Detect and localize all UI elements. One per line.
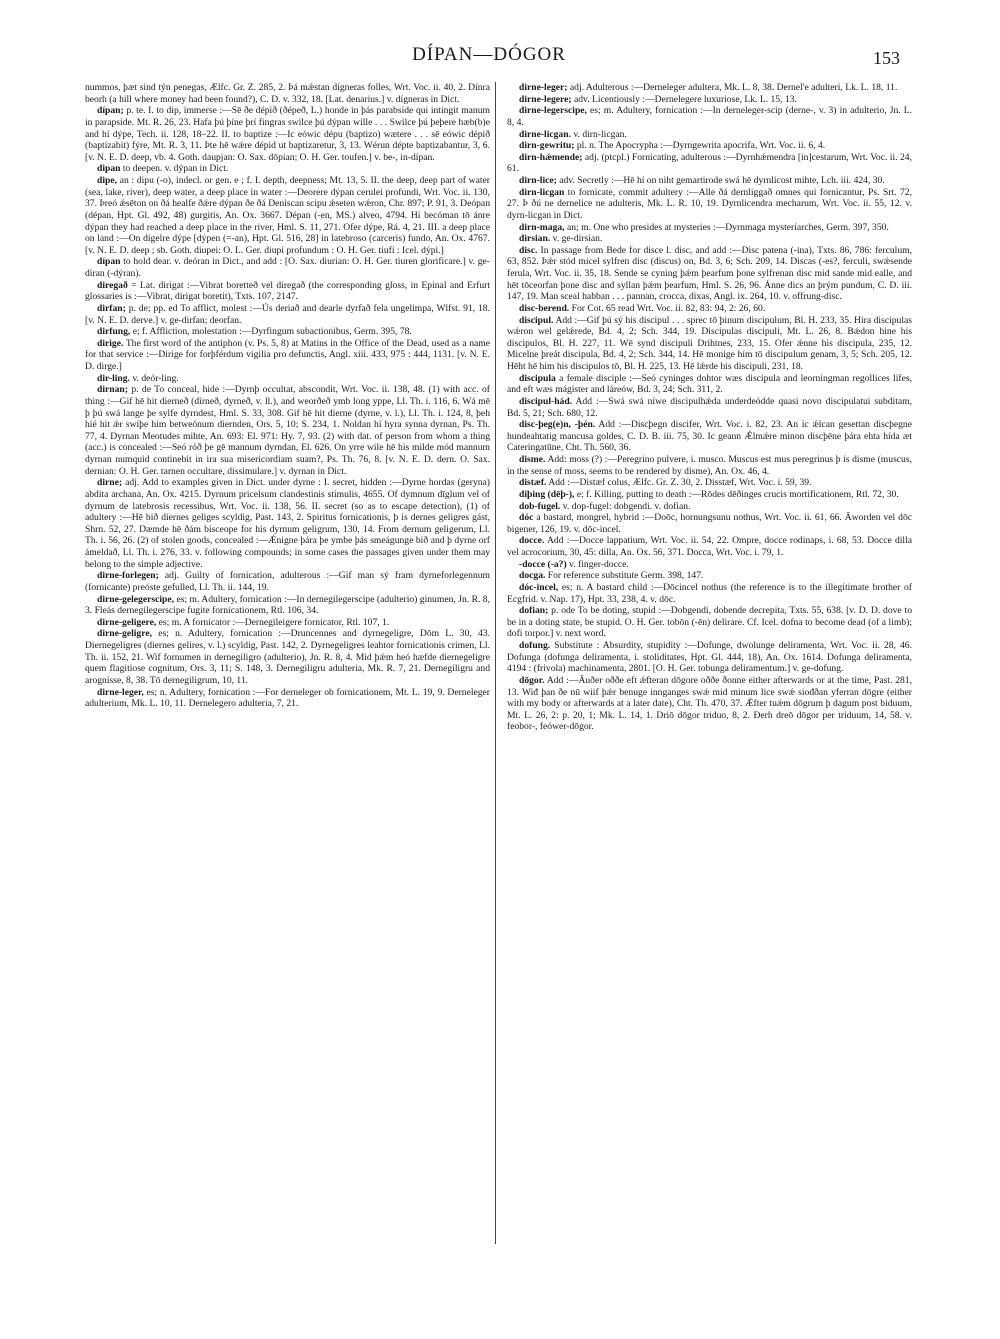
entry-text: es; m. Adultery, fornication :—In dernegilegerscipe (adulterio) ginumen, Jn. R. 8, 3. Fleás dernegilegerscipe fugite fornicationem, Rtl. 106, 34. xyxy=(85,593,490,617)
entry-headword: dipe, xyxy=(97,175,117,186)
entry-headword: dōgor. xyxy=(519,674,545,686)
entry-text: e; f. Affliction, molestation :—Dyrfingum subactionibus, Germ. 395, 78. xyxy=(132,326,412,338)
dictionary-entry xyxy=(507,129,912,141)
dictionary-entry xyxy=(507,535,912,558)
entry-text: a bastard, mongrel, hybrid :—Doōc, hornungsunu nothus, Wrt. Voc. ii. 61, 66. Āworden vel dōc bigener, 126, 19. v. dōc-incel. xyxy=(507,512,912,535)
dictionary-entry xyxy=(507,640,912,675)
entry-headword: disme. xyxy=(519,454,546,465)
dictionary-entry xyxy=(85,477,490,570)
entry-text: v. dirn-licgan. xyxy=(573,128,627,140)
entry-headword: dirne-leger; xyxy=(519,82,568,93)
dictionary-entry xyxy=(507,373,912,396)
entry-headword: dirsian. xyxy=(519,233,551,245)
entry-text: es; n. Adultery, fornication :—For derneleger ob fornicationem, Mt. L. 19, 9. Derneleger adulterium, Mk. L. 10, 11. Dernelegero adulteria, 7, 21. xyxy=(85,686,490,710)
dictionary-entry xyxy=(507,233,912,245)
dictionary-entry xyxy=(507,477,912,489)
entry-text: adv. Secretly :—Hē hí on niht gemartirode swá hē dyrnlícost mihte, Lch. iii. 424, 30. xyxy=(559,175,885,186)
entry-text: adj. Add to examples given in Dict. under dyrne : I. secret, hidden :—Dyrne hordas (geryna) abdita archana, An. Ox. 4215. Dyrnum pricelsum clandestinis stimulis, 4655. Of dymnum dīglum vel of dyrnum de latebrosis recessibus, Wrt. Voc. ii. 138, 56. II. secret (so as to escape detection), (1) of adultery :—Hē bið diernes geliges scyldig, Past. 143, 2. Spiritus fornicationis, þ is dernes geligres gást, Shrn. 52, 27. Dæmde hē ðám bisceope for his dyrnum geligrum, 130, 14. From dernum geligerum, Ll. Th. i. 56, 26. (2) of stolen goods, concealed :—Ǽnigne þára þe ymbe þás smeágunge bið and þ dyrne orf ámeldað, Ll. Th. i. 276, 33. v. following compounds; in some cases the passages given under them may belong to the simple adjective. xyxy=(85,477,490,570)
dictionary-entry xyxy=(85,687,490,710)
dictionary-entry xyxy=(507,419,912,454)
dictionary-entry xyxy=(85,570,490,593)
entry-headword: dípan; xyxy=(97,105,124,117)
dictionary-entry xyxy=(507,82,912,94)
dictionary-entry xyxy=(507,303,912,315)
entry-headword: dirn-licgan xyxy=(519,186,565,198)
entry-headword: dirn-maga, xyxy=(519,221,565,233)
entry-text: Add :—Discþegn discifer, Wrt. Voc. i. 82, 23. An ic ǽlcan gesettan discþegne hundeahtatig mancusa goldes, C. D. B. iii. 75, 30. Ic geann Ǽlmǽre minon discþēne þára ehta hída æt Cateringatūne, Cht. Th. 560, 36. xyxy=(507,419,912,454)
entry-text: For reference substitute Germ. 398, 147. xyxy=(547,570,704,582)
dictionary-entry xyxy=(507,105,912,128)
entry-text: to hold dear. v. deóran in Dict., and add : [O. Sax. diurian: O. H. Ger. tiuren glorificare.] v. ge-díran (-dýran). xyxy=(85,256,490,279)
entry-text: Add :—Docce lappatium, Wrt. Voc. ii. 54, 22. Ompre, docce rodinaps, i. 68, 53. Docce dilla vel acrocorium, 30, 45: dilla, An. Ox. 56, 371. Docca, Wrt. Voc. i. 79, 1. xyxy=(507,535,912,558)
entry-text: For Cot. 65 read Wrt. Voc. ii. 82, 83: 94, 2: 26, 60. xyxy=(571,302,766,314)
dictionary-entry xyxy=(507,501,912,513)
entry-headword: dofung. xyxy=(519,640,551,651)
dictionary-entry xyxy=(507,570,912,582)
entry-headword: disc-berend. xyxy=(519,302,570,314)
page-header xyxy=(78,44,900,74)
dictionary-entry xyxy=(507,454,912,477)
entry-text: The first word of the antiphon (v. Ps. 5, 8) at Matins in the Office of the Dead, used as a name for that service :—Dirige for forþférdum vigilia pro defunctis, Angl. xiii. 433, 975 : 444, 1131. [v. N. E. D. dirge.] xyxy=(85,337,490,372)
entry-headword: docga. xyxy=(519,570,546,582)
entry-headword: dirne-legere; xyxy=(519,93,572,105)
entry-text: Add :—Āuðer oððe eft ǽfteran dōgore oððe ðonne either afterwards or at the time, Past. 281, 13. Wiđ þan ðe nū wiif þǽr benuge innganges swǽ mid minum lice swǽ siođðan yferran dōgre (either with my body or afterwards at a later date), Cht. Th. 470, 37. Ǽfter tuǽm dōgrum þ dagum post biduum, Mt. L. 26, 2: p. 20, 1; Mk. L. 14, 1. Driō dōgor triduo, 8, 2. Đerh dreō dōgor per triduum, 14, 58. v. feobor-, feówer-dōgor. xyxy=(507,674,912,733)
dictionary-entry xyxy=(507,582,912,605)
entry-text: es; m. Adultery, fornication :—In derneleger-scip (derne-, v. 3) in adulterio, Jn. L. 8, 4. xyxy=(507,105,912,128)
entry-text: adj. (ptcpl.) Fornicating, adulterous :—Dyrnhǽmendra [in]cestarum, Wrt. Voc. ii. 24, 61. xyxy=(507,151,912,175)
dictionary-entry xyxy=(85,256,490,279)
dictionary-entry xyxy=(507,152,912,175)
entry-text: v. finger-docce. xyxy=(569,558,629,570)
entry-text: p. te. I. to dip, immerse :—Sē ðe dépið (ðépeð, L.) honde in þás parabside qui intingit manum in parapside. Mt. R. 26, 23. Hafa þú þíne þrí fingras swilce þú dýpan wille . . . Swilce þú þeþere hæb(b)e and hí dýpe, Tech. ii. 128, 18–22. II. to baptize :—Ic eówic dépu (baptizo) wætere . . . sē eówic dépið (baptizabit) fýre, Mt. R. 3, 11. Þte hē wǽre dépid ut baptizaretur, 3, 13. Wérun dépte baptizabantur, 3, 6. [v. N. E. D. deep, vb. 4. Goth. daupjan: O. Sax. dōpian; O. H. Ger. toufen.] v. be-, in-dípan. xyxy=(85,105,490,163)
entry-headword: dípan xyxy=(97,256,121,268)
entry-text: pl. n. The Apocrypha :—Dyrngewrita apocrifa, Wrt. Voc. ii. 6, 4. xyxy=(576,140,826,152)
entry-text: adv. Licentiously :—Dernelegere luxuriose, Lk. L. 15, 13. xyxy=(573,93,797,105)
dictionary-entry xyxy=(85,163,490,175)
entry-headword: dóc xyxy=(519,512,534,524)
entry-headword: dirne-geligere, xyxy=(97,616,157,628)
dictionary-entry xyxy=(85,303,490,326)
entry-headword: dirn-gewritu; xyxy=(519,140,575,152)
dictionary-entry xyxy=(507,396,912,419)
dictionary-entry xyxy=(85,384,490,477)
entry-text: to deepen. v. dýpan in Dict. xyxy=(122,163,229,175)
entry-headword: discipula xyxy=(519,372,556,384)
entry-text: v. ge-dírsian. xyxy=(552,233,603,245)
entry-headword: discipul-hád. xyxy=(519,395,573,407)
entry-headword: dirnan; xyxy=(97,384,128,396)
entry-headword: dóc-incel, xyxy=(519,581,559,593)
dictionary-entry xyxy=(507,175,912,187)
entry-headword: dirne-licgan. xyxy=(519,128,571,140)
dictionary-entry xyxy=(85,82,490,105)
entry-headword: dirige. xyxy=(97,337,124,349)
page-number: 153 xyxy=(873,48,900,68)
entry-text: In passage from Bede for disce l. disc, and add :—Disc patena (-ina), Txts. 86, 786: ferculum, 63, 852. Þǽr stód micel sylfren disc (discus) on, Bd. 3, 6; Sch. 209, 14. Discas (-es?, ferculi, swǽsende ferula, Wrt. Voc. ii. 35, 18. Sende se cyning þǽm þearfum þone sylfrenan disc mid sande mid ealle, and hēt tōceorfan þone disc and syllan þǽm þearfum, Hml. S. 26, 96. Ánne dics an þrým pundum, C. D. iii. 147, 19. Man sceal habban . . . pannan, crocca, dixas, Angl. ix. 264, 10. v. offrung-disc. xyxy=(507,244,912,303)
dictionary-entry xyxy=(85,326,490,338)
dictionary-entry xyxy=(85,628,490,686)
entry-headword: dirne-legerscipe, xyxy=(519,105,587,117)
dictionary-entry xyxy=(85,280,490,303)
dictionary-entry xyxy=(507,512,912,535)
dictionary-entry xyxy=(507,187,912,222)
entry-headword: dirfung, xyxy=(97,326,131,338)
dictionary-entry xyxy=(507,222,912,234)
entry-text: an : dipu (-o), indecl. or gen. e ; f. I. depth, deepness; Mt. 13, 5. II. the deep, deep part of water (sea, lake, river), deep water, a deep place in water :—Deorere dýpan cerulei profundi, Wrt. Voc. ii. 130, 37. Þreó ǽsēton on ðá healfe ðǽre dýpan ðe ðá Deniscan scipu ǽseten wǽron, Chr. 897; P. 91, 3. Deópan (dépan, Hpt. Gl. 492, 48) gurgitis, An. Ox. 3667. Dépan (-en, MS.) alveo, 4794. Hí becóman tō ánre dýpan they had reached a deep place in the river, Hml. S. 11, 271. Ofer dýpe, Rá. 4, 21. III. a deep place on land :—On digelre dýpe [dýpen (=-an), Hpt. Gl. 516, 28] in latebroso (carceris) fundo, An. Ox. 4767. [v. N. E. D. deep ; sb. Goth. diupei: O. L. Ger. diupí profundum : O. H. Ger. tiufí : Icel. dýpi.] xyxy=(85,175,490,256)
dictionary-entry xyxy=(507,94,912,106)
dictionary-entry xyxy=(507,245,912,303)
entry-headword: diregað xyxy=(97,279,128,291)
column-divider xyxy=(495,82,496,1244)
entry-text: es; m. A fornicator :—Dernegileigere fornicator, Rtl. 107, 1. xyxy=(158,616,390,628)
dictionary-entry xyxy=(85,617,490,629)
entry-headword: dir-ling. xyxy=(97,372,130,384)
dictionary-entry xyxy=(507,489,912,501)
entry-headword: diþing (dēþ-), xyxy=(519,488,575,500)
entry-text: a female disciple :—Seó cyninges dohtor wæs discipula and leorningman regollices lifes, and eft wæs mágister and láreów, Bd. 3, 24; Sch. 311, 2. xyxy=(507,372,912,396)
entry-text: nummos, þæt sind týn penegas, Ælfc. Gr. Z. 285, 2. Þá mǽstan dígneras folles, Wrt. Voc. ii. 40, 2. Dínra beorh (a hill where money had been found?), C. D. v. 332, 18. [Lat. denarius.] v. dígneras in Dict. xyxy=(85,82,490,105)
entry-text: adj. Adulterous :—Derneleger adultera, Mk. L. 8, 38. Dernel'e adulteri, Lk. L. 18, 11. xyxy=(569,82,898,93)
entry-text: p. de; pp. ed To afflict, molest :—Ús deriað and dearle dyrfað fela ungelimpa, Wlfst. 91, 18. [v. N. E. D. derve.] v. ge-dirfan; deorfan. xyxy=(85,302,490,326)
dictionary-entry xyxy=(507,315,912,373)
right-column xyxy=(507,82,912,1252)
entry-text: Add: moss (?) :—Peregrino pulvere, i. musco. Muscus est mus peregrinus þ is disme (muscus, in the sense of moss, seems to be rendered by disme), An. Ox. 46, 4. xyxy=(507,454,912,477)
left-column xyxy=(85,82,490,1252)
entry-text: Add :—Distæf colus, Ælfc. Gr. Z. 30, 2. Disstæf, Wrt. Voc. i. 59, 39. xyxy=(548,477,812,489)
entry-headword: dofian; xyxy=(519,605,549,617)
dictionary-entry xyxy=(507,559,912,571)
entry-text: Add :—Swá swá níwe discipulhǽda underdeódde quasi novo discipulatui subditam, Bd. 5, 21; Sch. 680, 12. xyxy=(507,395,912,419)
entry-text: e; f. Killing, putting to death :—Rōdes dēðinges crucis mortificationem, Rtl. 72, 30. xyxy=(576,488,899,500)
dictionary-entry xyxy=(507,675,912,733)
entry-text: v. dop-fugel: dobgendi. v. dofian. xyxy=(562,500,691,512)
entry-text: an; m. One who presides at mysteries :—Dyrnmaga mysteriarches, Germ. 397, 350. xyxy=(566,221,889,233)
entry-text: es; n. Adultery, fornication :—Druncennes and dyrnegeligre, Dōm L. 30, 43. Diernegeligres (diernes gelires, v. l.) scyldig, Past. 142, 2. Dyrnegeligres leahtor fornicationis crimen, Ll. Th. ii. 152, 21. Wif fornumen in dernegiligro (adulterio), Jn. R. 8, 4. Mid þǽm heó hæfde diernegeligre quem flagitiose cognitum, Ors. 3, 11; S. 148, 3. Dernegiligru adulteria, Mk. R. 7, 21. Dernegiligru and arognisse, 8, 38. Tō dernegiligrum, 10, 11. xyxy=(85,628,490,686)
dictionary-entry xyxy=(85,105,490,163)
entry-headword: dirn-hǽmende; xyxy=(519,151,583,163)
entry-headword: dirne; xyxy=(97,477,123,489)
entry-headword: dirne-leger, xyxy=(97,686,144,698)
entry-headword: dirne-geligre, xyxy=(97,628,152,640)
running-title: DÍPAN—DÓGOR xyxy=(412,44,566,65)
dictionary-entry xyxy=(85,373,490,385)
entry-headword: discipul. xyxy=(519,314,554,326)
entry-text: Add :—Gif þú sý his discipul . . . sprec tō þinum discipulum, Bl. H. 233, 35. Hira discipulas wǽron wel gelǽrede, Bd. 4, 2; Sch. 344, 19. Discipulas discipuli, Mt. L. 26, 8. Bǽdon hine his discipulos, Bl. H. 227, 11. Wē synd discipuli Drihtnes, 233, 15. Ofer ǽnne his discipula, 235, 12. Micelne þreát discipula, Bd. 4, 2; Sch. 344, 14. Hē monige hím tō discipulum genam, 3, 5; Sch. 205, 12. Hēht hē him his discipulos tō, Bl. H. 225, 13. Hē lǽrde his discipuli, 231, 18. xyxy=(507,314,912,372)
dictionary-entry xyxy=(507,605,912,640)
entry-text: v. deór-ling. xyxy=(132,372,179,384)
entry-headword: disc. xyxy=(519,244,538,256)
entry-headword: dob-fugel. xyxy=(519,500,561,512)
entry-text: adj. Guilty of fornication, adulterous :—Gif man sý fram dyrneforlegennum (fornicante) preóste gefulled, Ll. Th. ii. 144, 19. xyxy=(85,570,490,593)
dictionary-entry xyxy=(85,594,490,617)
entry-text: to fornicate, commit adultery :—Alle ðá dernliggað omnes qui fornicantur, Ps. Srt. 72, 27. Þ ðú ne dernelice ne adulteris, Mk. L. R. 10, 19. Dyrnlicendra mecharum, Wrt. Voc. ii. 55, 12. v. dyrn-licgan in Dict. xyxy=(507,186,912,221)
entry-text: = Lat. dirigat :—Vibrat boretteð vel diregað (the corresponding gloss, in Epinal and Erfurt glossaries is :—Vibrat, dirigat boretit), Txts. 107, 2147. xyxy=(85,279,490,303)
dictionary-entry xyxy=(85,338,490,373)
entry-headword: dirn-lice; xyxy=(519,175,557,186)
entry-text: Substitute : Absurdity, stupidity :—Dofunge, dwolunge deliramenta, Wrt. Voc. ii. 28, 46. Dofunga (dofunga deliramenta, i. stoliditates, Hpt. Gl. 444, 18), An. Ox. 1614. Dofunga deliramenta, 4194 : (frivola) machinamenta, 2801. [O. H. Ger. tobunga deliramentum.] v. ge-dofung. xyxy=(507,640,912,675)
entry-headword: dirfan; xyxy=(97,302,126,314)
dictionary-entry xyxy=(85,175,490,256)
entry-headword: disc-þeg(e)n, -þén. xyxy=(519,419,596,431)
entry-headword: dipan xyxy=(97,163,121,175)
entry-text: p. de To conceal, hide :—Dyrnþ occultat, abscondit, Wrt. Voc. ii. 138, 48. (1) with acc. of thing :—Gif hē hit dierneð (dirneð, dyrneð, v. ll.), and weorðeð ymb long yppe, Ll. Th. i. 116, 6. Wá mē þ þú swá lange þe sylfe dyrndest, Hml. S. 33, 308. Gif hē hit dierne (dyrne, v. l.), Ll. Th. i. 124, 8, þeh hié hit ǽr swiþe him betweónum diernden, Ors. 5, 10; S. 234, 1. Noldan hí hyra synna dyrnan, Ps. Th. 77, 4. Dyrnan Meotudes mihte, An. 693: El. 971: Hy. 7, 93. (2) with dat. of person from whom a thing (acc.) is concealed :—Seó róð þe gē mannum dyrndan, El. 626. On yrre wile hē his milde mód mannum dyrnan numquid continebit in ira sua misericordiam suam?, Ps. Th. 76, 8. [v. N. E. D. dern. O. Sax. dernian: O. H. Ger. tarnen occultare, dissimulare.] v. dyrnan in Dict. xyxy=(85,384,490,477)
entry-text: p. ode To be doting, stupid :—Dobgendi, dobende decrepita, Txts. 55, 638. [v. D. D. dove to be in a doting state, be stupid. O. H. Ger. tobōn (-ēn) delirare. Cf. Icel. dofna to become dead (of a limb); dofi torpor.] v. next word. xyxy=(507,605,912,640)
entry-headword: distæf. xyxy=(519,477,547,489)
entry-headword: -docce (-a?) xyxy=(519,558,567,570)
entry-headword: dirne-forlegen; xyxy=(97,570,159,582)
entry-text: es; n. A bastard child :—Dōcincel nothus (the reference is to the illegitimate brother of Ecgfrid. v. Nap. 17), Hpt. 33, 238, 4. v. dōc. xyxy=(507,581,912,605)
entry-headword: dirne-gelegerscipe, xyxy=(97,593,174,605)
entry-headword: docce. xyxy=(519,535,545,547)
dictionary-entry xyxy=(507,140,912,152)
